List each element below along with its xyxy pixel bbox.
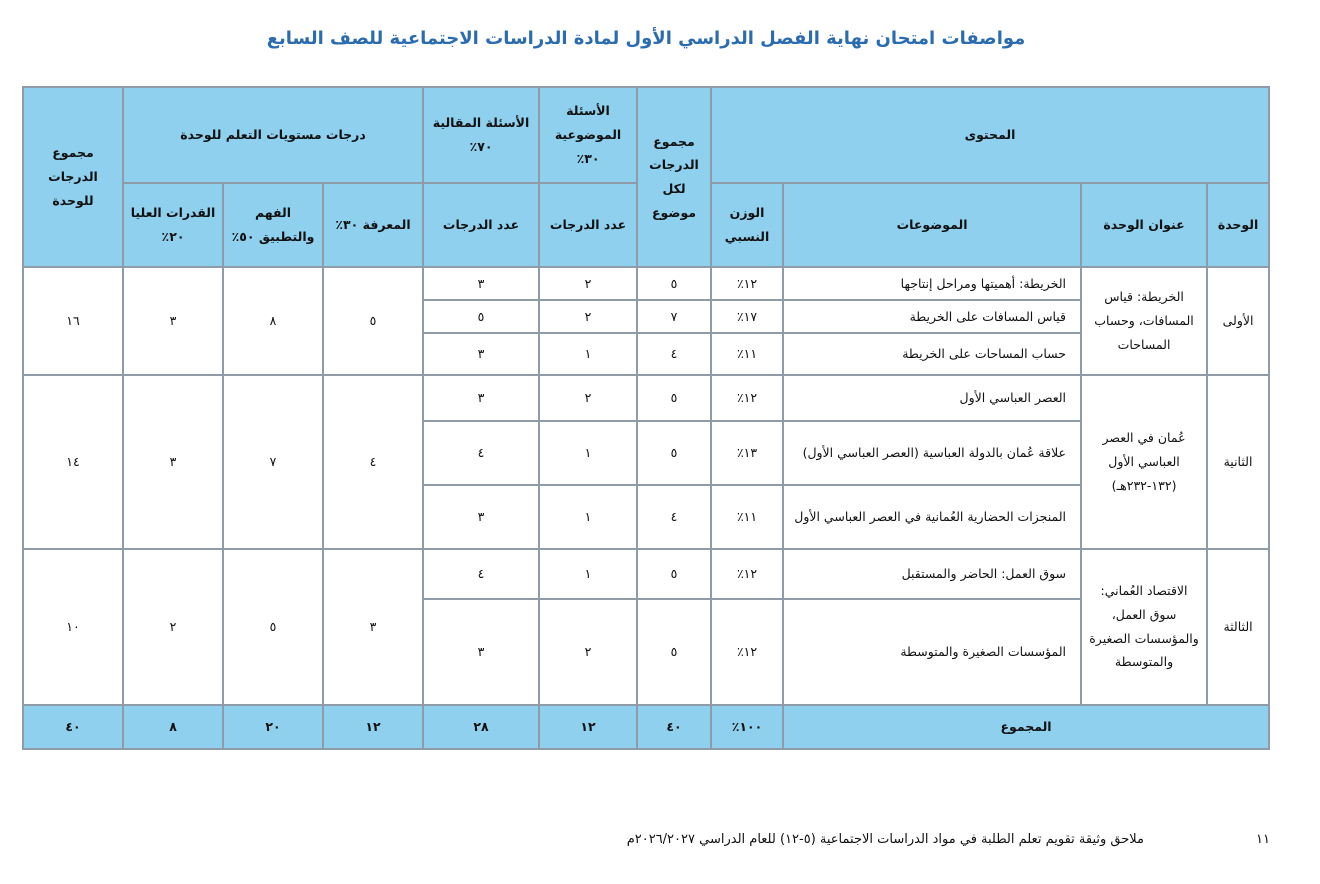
understanding-header: الفهم والتطبيق ٥٠٪ bbox=[223, 183, 323, 267]
higher-abilities-cell: ٣ bbox=[123, 375, 223, 548]
total-understanding: ٢٠ bbox=[223, 705, 323, 749]
weight-cell: ١٢٪ bbox=[711, 267, 783, 300]
essay-cell: ٤ bbox=[423, 421, 539, 485]
total-higher-abilities: ٨ bbox=[123, 705, 223, 749]
total-weight: ١٠٠٪ bbox=[711, 705, 783, 749]
page-title: مواصفات امتحان نهاية الفصل الدراسي الأول لمادة الدراسات الاجتماعية للصف السابع bbox=[266, 28, 1026, 49]
exam-specification-table bbox=[22, 86, 1270, 750]
unit-total-cell: ١٦ bbox=[23, 267, 123, 375]
weight-cell: ١٢٪ bbox=[711, 549, 783, 599]
unit-title: الاقتصاد العُماني: سوق العمل، والمؤسسات الصغيرة والمتوسطة bbox=[1081, 549, 1207, 705]
total-knowledge: ١٢ bbox=[323, 705, 423, 749]
topic-cell: المنجزات الحضارية العُمانية في العصر العباسي الأول bbox=[783, 485, 1081, 548]
higher-abilities-header: القدرات العليا ٢٠٪ bbox=[123, 183, 223, 267]
objective-cell: ٢ bbox=[539, 599, 637, 705]
weight-cell: ١٧٪ bbox=[711, 300, 783, 333]
objective-cell: ١ bbox=[539, 333, 637, 375]
topic-cell: قياس المسافات على الخريطة bbox=[783, 300, 1081, 333]
table-row bbox=[23, 267, 1269, 300]
unit-total-cell: ١٠ bbox=[23, 549, 123, 705]
learning-levels-header: درجات مستويات التعلم للوحدة bbox=[123, 87, 423, 183]
marks-cell: ٤ bbox=[637, 333, 711, 375]
marks-cell: ٥ bbox=[637, 599, 711, 705]
marks-cell: ٥ bbox=[637, 549, 711, 599]
objective-cell: ٢ bbox=[539, 267, 637, 300]
objective-cell: ١ bbox=[539, 421, 637, 485]
objective-cell: ٢ bbox=[539, 300, 637, 333]
page-footer bbox=[0, 832, 1320, 852]
marks-cell: ٧ bbox=[637, 300, 711, 333]
marks-cell: ٤ bbox=[637, 485, 711, 548]
unit-name: الثانية bbox=[1207, 375, 1269, 548]
weight-cell: ١٣٪ bbox=[711, 421, 783, 485]
topic-cell: علاقة عُمان بالدولة العباسية (العصر العباسي الأول) bbox=[783, 421, 1081, 485]
essay-cell: ٥ bbox=[423, 300, 539, 333]
unit-header: الوحدة bbox=[1207, 183, 1269, 267]
grand-total: ٤٠ bbox=[23, 705, 123, 749]
weight-cell: ١٢٪ bbox=[711, 599, 783, 705]
knowledge-header: المعرفة ٣٠٪ bbox=[323, 183, 423, 267]
objective-cell: ١ bbox=[539, 485, 637, 548]
understanding-cell: ٥ bbox=[223, 549, 323, 705]
topics-header: الموضوعات bbox=[783, 183, 1081, 267]
objective-questions-header: الأسئلة الموضوعية ٣٠٪ bbox=[539, 87, 637, 183]
knowledge-cell: ٤ bbox=[323, 375, 423, 548]
table-row bbox=[23, 549, 1269, 599]
understanding-cell: ٨ bbox=[223, 267, 323, 375]
knowledge-cell: ٥ bbox=[323, 267, 423, 375]
footer-text: ملاحق وثيقة تقويم تعلم الطلبة في مواد الدراسات الاجتماعية (٥-١٢) للعام الدراسي ٢٠٢٦/٢٠٢٧م bbox=[626, 832, 1144, 847]
higher-abilities-cell: ٢ bbox=[123, 549, 223, 705]
unit-total-cell: ١٤ bbox=[23, 375, 123, 548]
marks-cell: ٥ bbox=[637, 375, 711, 421]
essay-marks-count-header: عدد الدرجات bbox=[423, 183, 539, 267]
understanding-cell: ٧ bbox=[223, 375, 323, 548]
total-marks-per-topic-header: مجموع الدرجات لكل موضوع bbox=[637, 87, 711, 267]
marks-cell: ٥ bbox=[637, 421, 711, 485]
topic-cell: المؤسسات الصغيرة والمتوسطة bbox=[783, 599, 1081, 705]
essay-cell: ٣ bbox=[423, 485, 539, 548]
objective-marks-count-header: عدد الدرجات bbox=[539, 183, 637, 267]
weight-cell: ١١٪ bbox=[711, 485, 783, 548]
relative-weight-header: الوزن النسبي bbox=[711, 183, 783, 267]
unit-title: الخريطة: قياس المسافات، وحساب المساحات bbox=[1081, 267, 1207, 375]
total-essay: ٢٨ bbox=[423, 705, 539, 749]
content-header: المحتوى bbox=[711, 87, 1269, 183]
essay-questions-header: الأسئلة المقالية ٧٠٪ bbox=[423, 87, 539, 183]
total-objective: ١٢ bbox=[539, 705, 637, 749]
unit-title: عُمان في العصر العباسي الأول (١٣٢-٢٣٢هـ) bbox=[1081, 375, 1207, 548]
topic-cell: حساب المساحات على الخريطة bbox=[783, 333, 1081, 375]
marks-cell: ٥ bbox=[637, 267, 711, 300]
topic-cell: العصر العباسي الأول bbox=[783, 375, 1081, 421]
essay-cell: ٤ bbox=[423, 549, 539, 599]
topic-cell: الخريطة: أهميتها ومراحل إنتاجها bbox=[783, 267, 1081, 300]
unit-name: الأولى bbox=[1207, 267, 1269, 375]
essay-cell: ٣ bbox=[423, 599, 539, 705]
knowledge-cell: ٣ bbox=[323, 549, 423, 705]
unit-title-header: عنوان الوحدة bbox=[1081, 183, 1207, 267]
unit-name: الثالثة bbox=[1207, 549, 1269, 705]
topic-cell: سوق العمل: الحاضر والمستقبل bbox=[783, 549, 1081, 599]
objective-cell: ١ bbox=[539, 549, 637, 599]
totals-label: المجموع bbox=[783, 705, 1269, 749]
total-marks: ٤٠ bbox=[637, 705, 711, 749]
page-number: ١١ bbox=[1256, 832, 1270, 847]
essay-cell: ٣ bbox=[423, 375, 539, 421]
essay-cell: ٣ bbox=[423, 333, 539, 375]
totals-row bbox=[23, 705, 1269, 749]
unit-total-header: مجموع الدرجات للوحدة bbox=[23, 87, 123, 267]
table-row bbox=[23, 375, 1269, 421]
weight-cell: ١١٪ bbox=[711, 333, 783, 375]
weight-cell: ١٢٪ bbox=[711, 375, 783, 421]
higher-abilities-cell: ٣ bbox=[123, 267, 223, 375]
essay-cell: ٣ bbox=[423, 267, 539, 300]
objective-cell: ٢ bbox=[539, 375, 637, 421]
